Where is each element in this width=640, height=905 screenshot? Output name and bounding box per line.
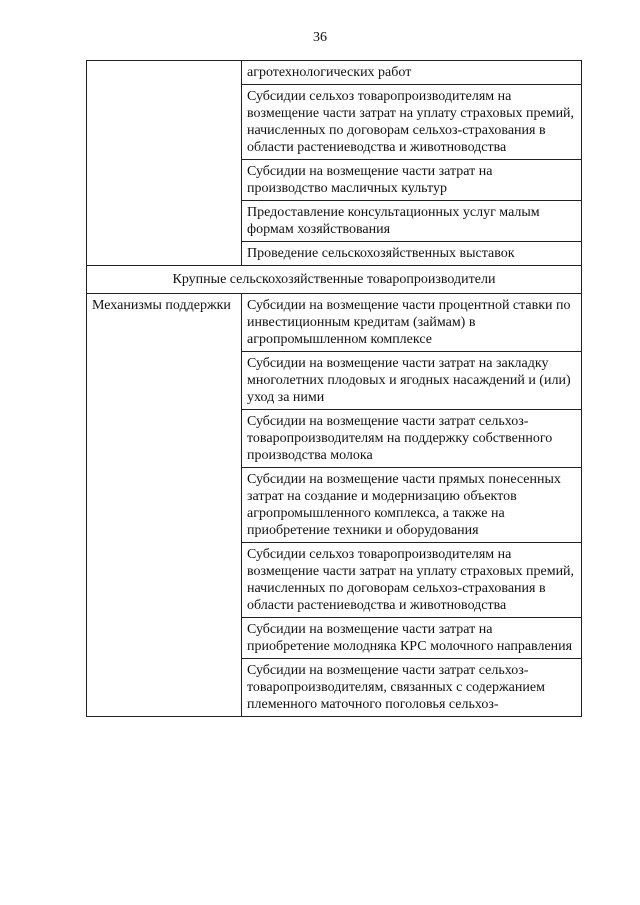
measure-cell: Субсидии сельхоз товаропроизводителям на возмещение части затрат на уплату страховых премий, начисленных по договорам сельхоз-страхования в области растениеводства и животноводства <box>242 543 582 618</box>
support-measures-table <box>86 60 582 717</box>
measure-cell: Субсидии на возмещение части процентной ставки по инвестиционным кредитам (займам) в агропромышленном комплексе <box>242 294 582 352</box>
measure-cell: Субсидии сельхоз товаропроизводителям на возмещение части затрат на уплату страховых премий, начисленных по договорам сельхоз-страхования в области растениеводства и животноводства <box>242 85 582 160</box>
measure-cell: Субсидии на возмещение части затрат сельхоз-товаропроизводителям, связанных с содержанием племенного маточного поголовья сельхоз- <box>242 659 582 717</box>
section-header-row <box>87 266 582 294</box>
group-label-cell: Механизмы поддержки <box>87 294 242 717</box>
table-row <box>87 294 582 352</box>
measure-cell: Субсидии на возмещение части затрат на приобретение молодняка КРС молочного направления <box>242 618 582 659</box>
measure-cell: агротехнологических работ <box>242 61 582 85</box>
page-number: 36 <box>313 30 327 45</box>
table-row <box>87 61 582 85</box>
measure-cell: Предоставление консультационных услуг малым формам хозяйствования <box>242 201 582 242</box>
measure-cell: Субсидии на возмещение части прямых понесенных затрат на создание и модернизацию объектов агропромышленного комплекса, а также на приобретение техники и оборудования <box>242 468 582 543</box>
measure-cell: Проведение сельскохозяйственных выставок <box>242 242 582 266</box>
measure-cell: Субсидии на возмещение части затрат на закладку многолетних плодовых и ягодных насаждений и (или) уход за ними <box>242 352 582 410</box>
section-header: Крупные сельскохозяйственные товаропроизводители <box>87 266 582 294</box>
measure-cell: Субсидии на возмещение части затрат на производство масличных культур <box>242 160 582 201</box>
measure-cell: Субсидии на возмещение части затрат сельхоз-товаропроизводителям на поддержку собственного производства молока <box>242 410 582 468</box>
group-label-cell <box>87 61 242 266</box>
